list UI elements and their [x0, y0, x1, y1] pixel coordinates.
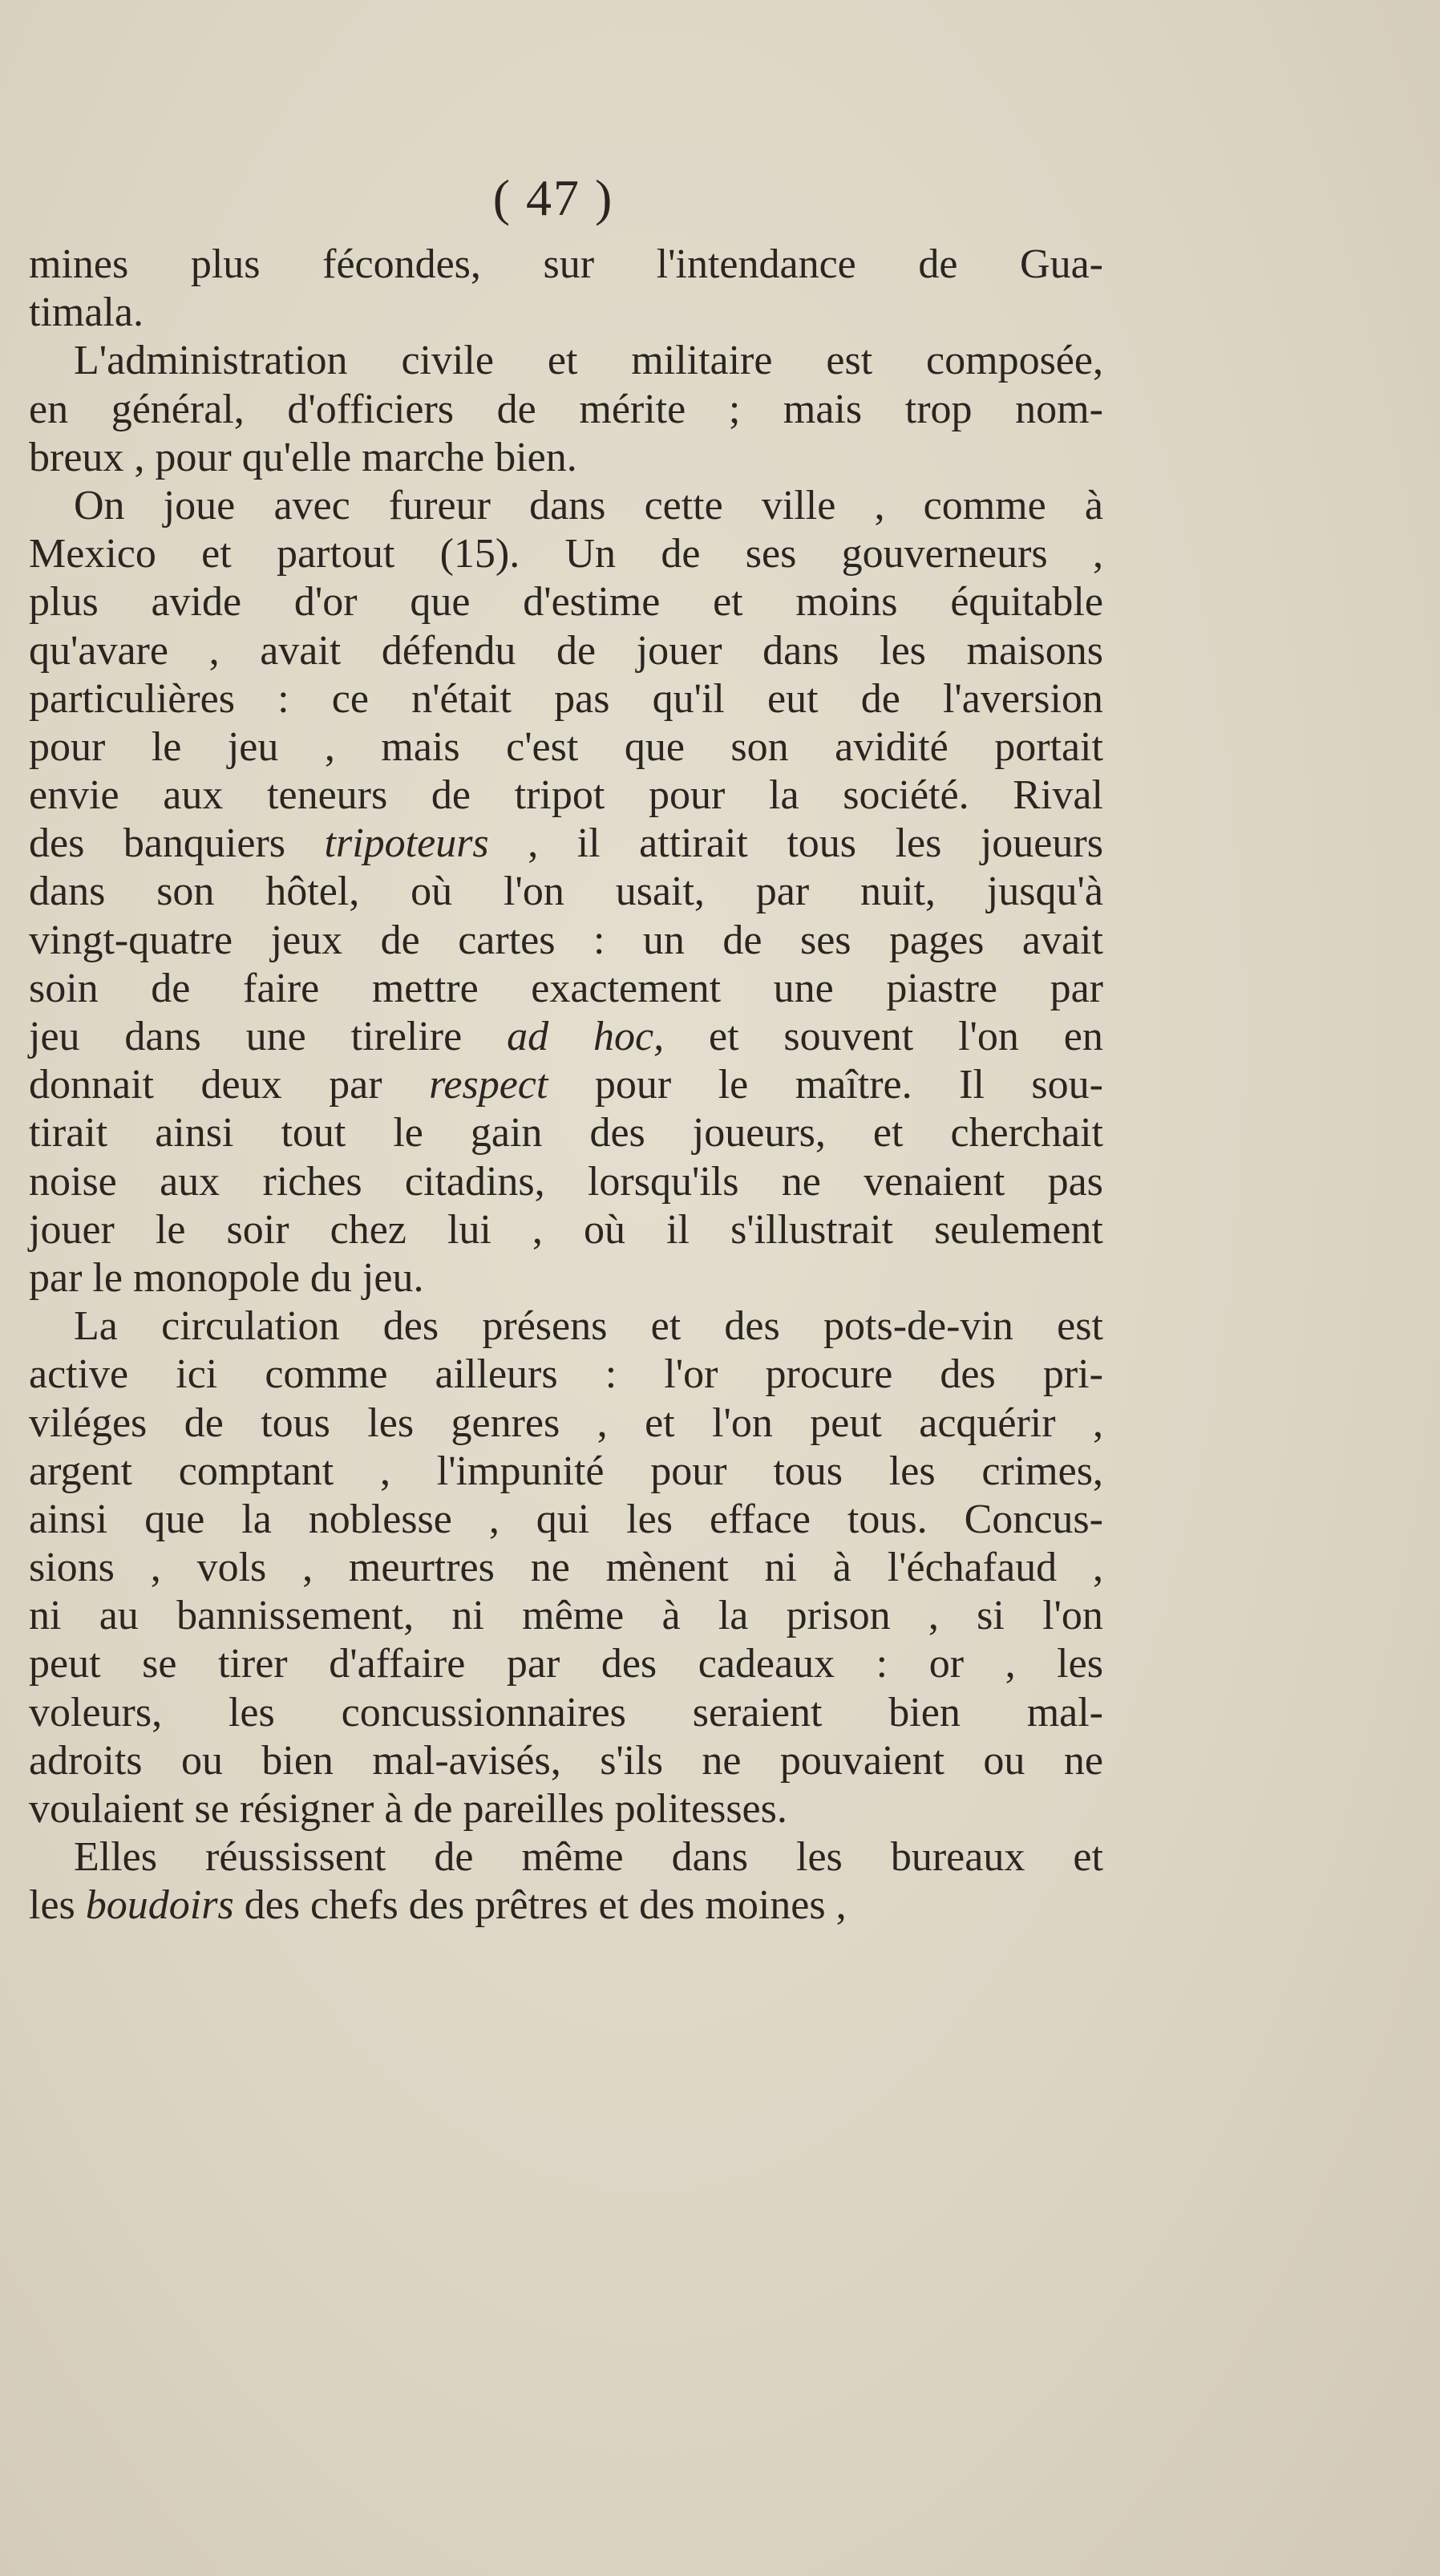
- text-line: active ici comme ailleurs : l'or procure des pri-: [29, 1351, 1103, 1398]
- text-line: jeu dans une tirelire ad hoc, et souvent l'on en: [29, 1014, 1103, 1059]
- text-line: jouer le soir chez lui , où il s'illustrait seulement: [29, 1206, 1103, 1253]
- paragraph: [29, 1833, 1103, 1930]
- text-line: qu'avare , avait défendu de jouer dans les maisons: [29, 627, 1103, 674]
- text-line: en général, d'officiers de mérite ; mais trop nom-: [29, 386, 1103, 432]
- text-line: particulières : ce n'était pas qu'il eut de l'aversion: [29, 675, 1103, 722]
- text-line: Elles réussissent de même dans les bureaux et: [74, 1834, 1103, 1881]
- paragraph: [29, 1302, 1103, 1833]
- text-line: argent comptant , l'impunité pour tous les crimes,: [29, 1448, 1103, 1494]
- text-line: peut se tirer d'affaire par des cadeaux : or , les: [29, 1641, 1103, 1687]
- text-line: mines plus fécondes, sur l'intendance de Gua-: [29, 241, 1103, 287]
- text-line: voleurs, les concussionnaires seraient bien mal-: [29, 1689, 1103, 1736]
- paragraph: [29, 482, 1103, 1302]
- body-text: [29, 241, 1103, 1930]
- text-line: breux , pour qu'elle marche bien.: [29, 434, 577, 480]
- paragraph: [29, 241, 1103, 337]
- paragraph: [29, 337, 1103, 482]
- text-line: timala.: [29, 290, 144, 336]
- page-number: ( 47 ): [492, 169, 614, 226]
- text-line: On joue avec fureur dans cette ville , comme à: [74, 482, 1103, 529]
- text-line: donnait deux par respect pour le maître. Il sou-: [29, 1062, 1103, 1108]
- text-line: sions , vols , meurtres ne mènent ni à l'échafaud ,: [29, 1545, 1103, 1591]
- text-line: les boudoirs des chefs des prêtres et des moines ,: [29, 1882, 847, 1929]
- text-line: des banquiers tripoteurs , il attirait tous les joueurs: [29, 820, 1103, 867]
- text-line: ni au bannissement, ni même à la prison , si l'on: [29, 1593, 1103, 1639]
- text-line: noise aux riches citadins, lorsqu'ils ne venaient pas: [29, 1158, 1103, 1205]
- text-line: par le monopole du jeu.: [29, 1254, 424, 1301]
- text-line: tirait ainsi tout le gain des joueurs, et cherchait: [29, 1110, 1103, 1156]
- text-line: plus avide d'or que d'estime et moins équitable: [29, 579, 1103, 626]
- text-line: La circulation des présens et des pots-de-vin est: [74, 1303, 1103, 1350]
- text-line: pour le jeu , mais c'est que son avidité portait: [29, 723, 1103, 770]
- text-line: vingt-quatre jeux de cartes : un de ses pages avait: [29, 917, 1103, 963]
- text-line: voulaient se résigner à de pareilles politesses.: [29, 1786, 787, 1832]
- text-line: soin de faire mettre exactement une piastre par: [29, 965, 1103, 1011]
- text-line: Mexico et partout (15). Un de ses gouverneurs ,: [29, 531, 1103, 577]
- text-line: ainsi que la noblesse , qui les efface tous. Concus-: [29, 1496, 1103, 1542]
- text-line: envie aux teneurs de tripot pour la société. Rival: [29, 772, 1103, 819]
- text-line: dans son hôtel, où l'on usait, par nuit, jusqu'à: [29, 869, 1103, 915]
- text-line: adroits ou bien mal-avisés, s'ils ne pouvaient ou ne: [29, 1737, 1103, 1784]
- text-line: L'administration civile et militaire est composée,: [74, 338, 1103, 384]
- text-line: viléges de tous les genres , et l'on peut acquérir ,: [29, 1399, 1103, 1446]
